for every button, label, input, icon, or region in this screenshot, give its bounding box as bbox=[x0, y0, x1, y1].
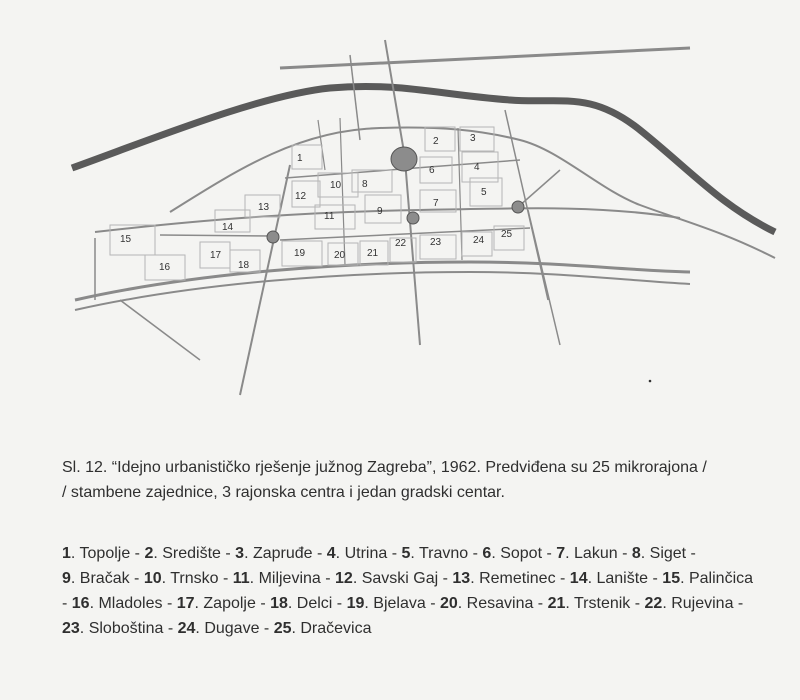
district-label-3: 3 bbox=[470, 133, 476, 144]
legend-item-number: 10 bbox=[143, 570, 162, 587]
legend-item: 24. Dugave bbox=[177, 620, 260, 637]
legend-item: 16. Mladoles bbox=[71, 595, 163, 612]
legend-item: 22. Rujevina bbox=[644, 595, 734, 612]
legend-item-number: 14 bbox=[569, 570, 588, 587]
legend-item-name: Rujevina bbox=[671, 595, 734, 612]
legend-item-name: Središte bbox=[162, 545, 221, 562]
legend-item-number: 15 bbox=[662, 570, 681, 587]
avenue-main bbox=[95, 208, 680, 232]
legend-item: 3. Zapruđe bbox=[235, 545, 313, 562]
road-east-radial bbox=[505, 110, 548, 300]
district-label-4: 4 bbox=[474, 162, 480, 173]
legend-item-name: Zapolje bbox=[203, 595, 256, 612]
caption-line-2: / stambene zajednice, 3 rajonska centra i jedan gradski centar. bbox=[62, 484, 505, 501]
legend-item-name: Delci bbox=[296, 595, 333, 612]
legend-item-number: 20 bbox=[439, 595, 458, 612]
legend-item-name: Bjelava bbox=[373, 595, 426, 612]
district-label-19: 19 bbox=[294, 248, 306, 259]
legend-item-number: 5 bbox=[401, 545, 411, 562]
legend-item-number: 13 bbox=[452, 570, 471, 587]
district-label-16: 16 bbox=[159, 262, 171, 273]
legend-item-name: Bračak bbox=[79, 570, 130, 587]
legend-item: 7. Lakun bbox=[556, 545, 618, 562]
legend-item: 20. Resavina bbox=[439, 595, 534, 612]
stray-mark bbox=[649, 380, 652, 383]
legend-item-number: 24 bbox=[177, 620, 196, 637]
district-label-8: 8 bbox=[362, 179, 368, 190]
legend-item-number: 17 bbox=[176, 595, 195, 612]
legend-item-name: Siget bbox=[649, 545, 687, 562]
legend-item-number: 11 bbox=[232, 570, 250, 587]
road-north bbox=[280, 48, 690, 68]
legend-item: 2. Središte bbox=[144, 545, 221, 562]
road-central-south bbox=[405, 160, 420, 345]
district-label-12: 12 bbox=[295, 191, 307, 202]
legend-item: 4. Utrina bbox=[326, 545, 388, 562]
district-label-24: 24 bbox=[473, 235, 485, 246]
legend-item-number: 6 bbox=[482, 545, 492, 562]
legend-item-name: Savski Gaj bbox=[361, 570, 439, 587]
legend-item-number: 2 bbox=[144, 545, 154, 562]
district-label-25: 25 bbox=[501, 229, 513, 240]
legend-item-number: 25 bbox=[273, 620, 292, 637]
legend-item: 13. Remetinec bbox=[452, 570, 556, 587]
legend-item-name: Travno bbox=[418, 545, 469, 562]
city-center bbox=[391, 147, 417, 171]
legend-item-number: 16 bbox=[71, 595, 90, 612]
road-ne-diag bbox=[518, 170, 560, 207]
legend-item-name: Topolje bbox=[79, 545, 131, 562]
district-label-14: 14 bbox=[222, 222, 234, 233]
district-label-13: 13 bbox=[258, 202, 270, 213]
district-label-23: 23 bbox=[430, 237, 442, 248]
legend-item-name: Utrina bbox=[344, 545, 388, 562]
legend-item: 18. Delci bbox=[270, 595, 333, 612]
district-label-9: 9 bbox=[377, 206, 383, 217]
legend-item-number: 22 bbox=[644, 595, 663, 612]
district-legend: 1. Topolje - 2. Središte - 3. Zapruđe - 4. Utrina - 5. Travno - 6. Sopot - 7. Lakun - 8. Siget - 9. Bračak - 10. Trnsko - 11. Miljevina - 12. Savski Gaj - 13. Remetinec - 14. Lanište - 15. Palinčica - 16. Mladoles - 17. Zapolje - 18. Delci - 19. Bjelava - 20. Resavina - 21. Trstenik - 22. Rujevina - 23. Sloboština - 24. Dugave - 25. Dračevica bbox=[62, 545, 754, 637]
district-label-6: 6 bbox=[429, 165, 435, 176]
road-west-diag bbox=[120, 300, 200, 360]
district-label-5: 5 bbox=[481, 187, 487, 198]
legend-item-number: 1 bbox=[62, 545, 71, 562]
legend-item-name: Miljevina bbox=[258, 570, 321, 587]
legend-item: 23. Sloboština bbox=[62, 620, 164, 637]
legend-item-number: 12 bbox=[335, 570, 353, 587]
legend-item: 15. Palinčica bbox=[662, 570, 754, 587]
district-label-7: 7 bbox=[433, 198, 439, 209]
legend-item-name: Remetinec bbox=[479, 570, 556, 587]
district-label-2: 2 bbox=[433, 136, 439, 147]
district-center-middle bbox=[407, 212, 419, 224]
legend-item-number: 18 bbox=[270, 595, 288, 612]
legend-item: 17. Zapolje bbox=[176, 595, 256, 612]
legend-item-name: Lanište bbox=[596, 570, 649, 587]
legend-item-number: 21 bbox=[547, 595, 566, 612]
district-label-17: 17 bbox=[210, 250, 222, 261]
legend-item-name: Sopot bbox=[500, 545, 543, 562]
legend-item: 1. Topolje bbox=[62, 545, 131, 562]
legend-item-name: Trstenik bbox=[573, 595, 631, 612]
district-label-22: 22 bbox=[395, 238, 407, 249]
figure-caption bbox=[62, 455, 752, 505]
road-central-north bbox=[385, 40, 405, 158]
legend-item: 19. Bjelava bbox=[346, 595, 426, 612]
legend-item-name: Dračevica bbox=[300, 620, 372, 637]
legend-item-number: 8 bbox=[631, 545, 641, 562]
legend-item-name: Sloboština bbox=[88, 620, 164, 637]
legend-item-number: 7 bbox=[556, 545, 566, 562]
legend-item: 8. Siget bbox=[631, 545, 687, 562]
legend-item-number: 3 bbox=[235, 545, 245, 562]
legend-item-number: 19 bbox=[346, 595, 365, 612]
legend-item: 11. Miljevina bbox=[232, 570, 321, 587]
district-label-15: 15 bbox=[120, 234, 132, 245]
legend-item: 25. Dračevica bbox=[273, 620, 372, 637]
legend-item: 6. Sopot bbox=[482, 545, 543, 562]
legend-item: 14. Lanište bbox=[569, 570, 649, 587]
legend-item-number: 4 bbox=[326, 545, 336, 562]
legend-item: 9. Bračak bbox=[62, 570, 130, 587]
district-label-10: 10 bbox=[330, 180, 342, 191]
district-label-21: 21 bbox=[367, 248, 379, 259]
district-label-18: 18 bbox=[238, 260, 250, 271]
road-west-2 bbox=[160, 235, 275, 236]
road-central-n2 bbox=[350, 55, 360, 140]
legend-item-name: Trnsko bbox=[170, 570, 219, 587]
legend-item-name: Resavina bbox=[466, 595, 534, 612]
district-label-20: 20 bbox=[334, 250, 346, 261]
legend-item-name: Mladoles bbox=[98, 595, 163, 612]
caption-line-1: Sl. 12. “Idejno urbanističko rješenje južnog Zagreba”, 1962. Predviđena su 25 mikrorajona / bbox=[62, 459, 707, 476]
legend-item-name: Dugave bbox=[204, 620, 260, 637]
district-center-east bbox=[512, 201, 524, 213]
legend-item: 12. Savski Gaj bbox=[335, 570, 439, 587]
legend-item: 5. Travno bbox=[401, 545, 469, 562]
legend-item: 10. Trnsko bbox=[143, 570, 219, 587]
district-label-1: 1 bbox=[297, 153, 303, 164]
district-center-west bbox=[267, 231, 279, 243]
district-label-11: 11 bbox=[324, 211, 335, 222]
legend-item: 21. Trstenik bbox=[547, 595, 631, 612]
legend-item-name: Lakun bbox=[574, 545, 618, 562]
legend-item-name: Palinčica bbox=[688, 570, 754, 587]
legend-item-name: Zapruđe bbox=[252, 545, 313, 562]
district-labels bbox=[120, 133, 513, 273]
road-south-2 bbox=[75, 272, 690, 310]
legend-item-number: 9 bbox=[62, 570, 71, 587]
road-east-south bbox=[528, 210, 560, 345]
legend-item-number: 23 bbox=[62, 620, 80, 637]
